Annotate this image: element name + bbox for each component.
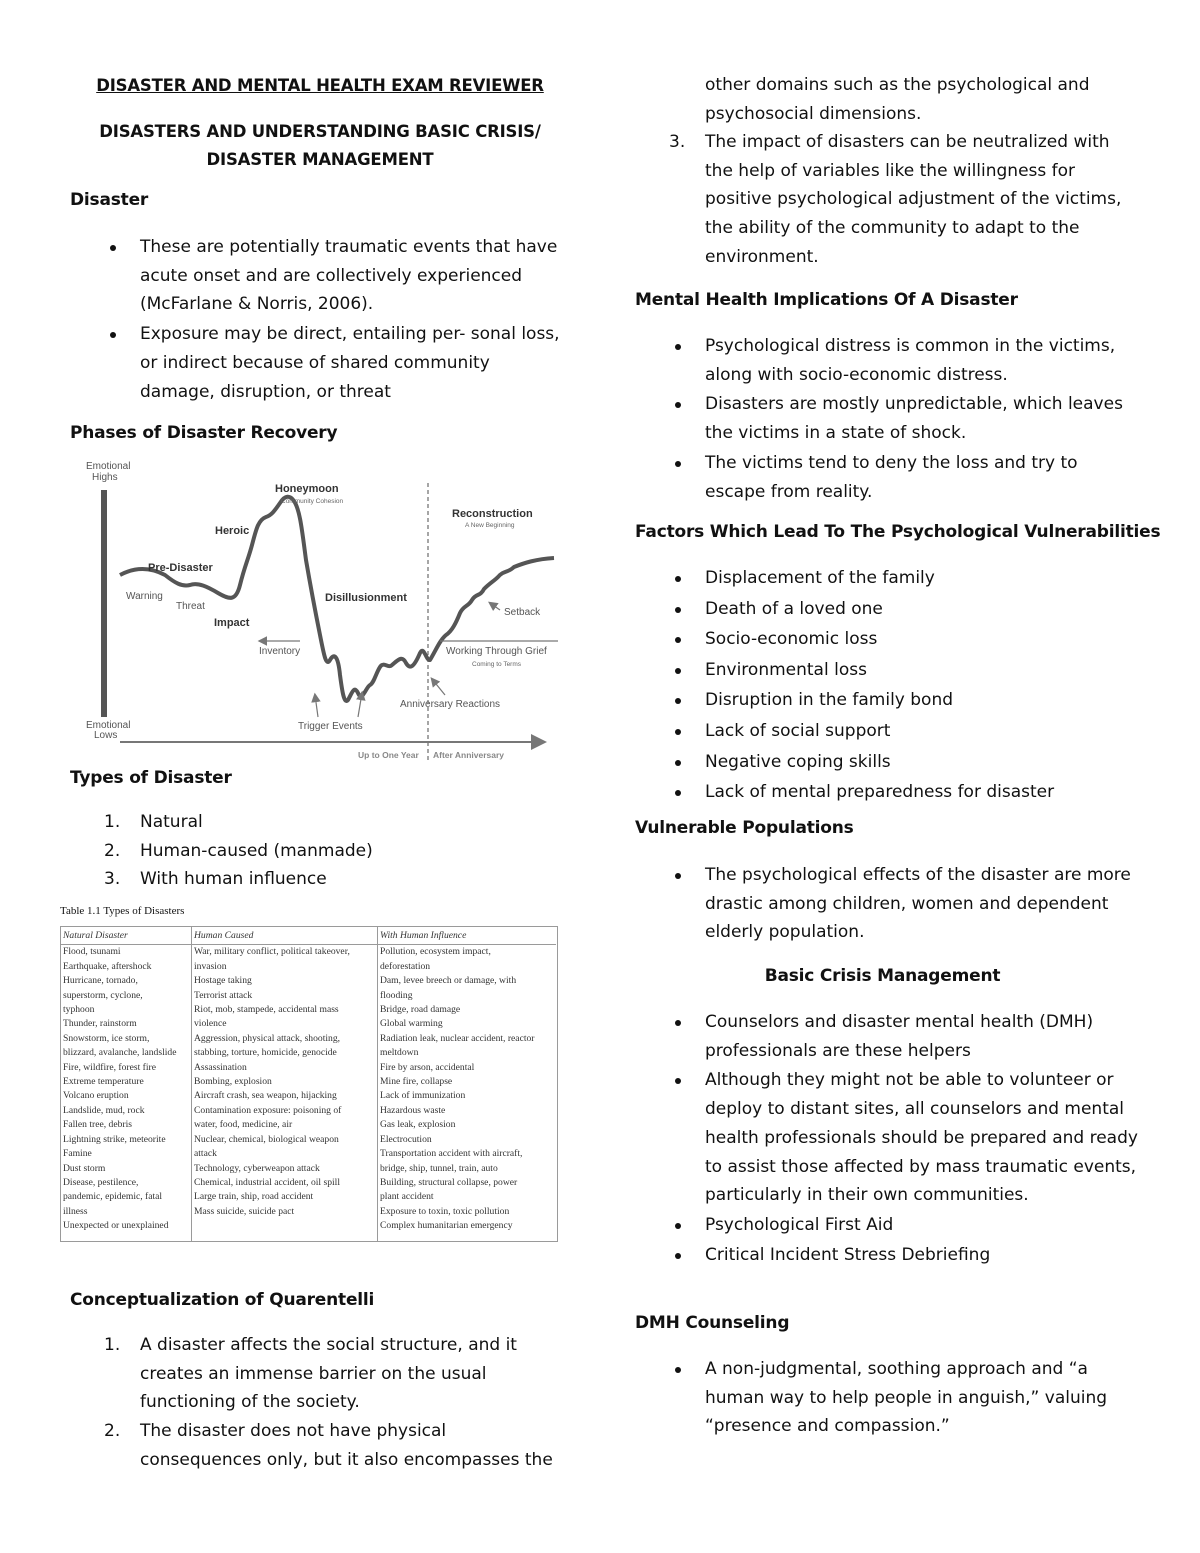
table-cell: deforestation [380, 960, 431, 972]
label-working-through-grief: Working Through Grief [446, 646, 547, 657]
label-community-cohesion: Community Cohesion [281, 498, 344, 505]
table-cell: Landslide, mud, rock [63, 1104, 145, 1116]
table-cell: Lack of immunization [380, 1090, 466, 1102]
table-column-natural [61, 927, 192, 1241]
table-header: With Human Influence [378, 927, 556, 945]
table-cell: Flood, tsunami [63, 946, 121, 958]
phases-of-recovery-figure [80, 455, 570, 767]
quarentelli-continued: other domains such as the psychological and psychosocial dimensions. [705, 75, 1090, 124]
table-cell: Snowstorm, ice storm, [63, 1032, 150, 1044]
table-cell: Exposure to toxin, toxic pollution [380, 1205, 510, 1217]
quarentelli-list [70, 1331, 570, 1475]
table-cell: Fallen tree, debris [63, 1119, 132, 1131]
list-item: A non-judgmental, soothing approach and “a human way to help people in anguish,” valuing “presence and compassion.” [635, 1355, 1140, 1441]
table-cell: Assassination [194, 1061, 247, 1073]
list-item: 3. The impact of disasters can be neutralized with the help of variables like the willingness for positive psychological adjustment of the victims, the ability of the community to adapt to the environment. [635, 128, 1140, 272]
y-bottom-label-2: Lows [94, 730, 118, 741]
list-item: The victims tend to deny the loss and try to escape from reality. [635, 449, 1140, 506]
table-cell: attack [194, 1148, 217, 1160]
heading-crisis-management: Basic Crisis Management [764, 966, 1001, 986]
mental-health-bullets [635, 332, 1140, 507]
table-cell: Lightning strike, meteorite [63, 1133, 166, 1145]
label-anniversary-reactions: Anniversary Reactions [400, 699, 501, 710]
list-item: Counselors and disaster mental health (DMH) professionals are these helpers [635, 1008, 1140, 1065]
list-item: Psychological First Aid [635, 1211, 1140, 1240]
types-of-disasters-table [60, 926, 558, 1242]
table-cell: Terrorist attack [194, 989, 253, 1001]
heading-disaster: Disaster [70, 190, 149, 210]
label-impact: Impact [214, 617, 250, 629]
vulnerable-bullets [635, 861, 1140, 948]
table-cell: Hurricane, tornado, [63, 975, 138, 987]
list-item: These are potentially traumatic events that have acute onset and are collectively experienced (McFarlane & Norris, 2006). [70, 233, 570, 319]
types-list [70, 808, 570, 894]
table-cell: pandemic, epidemic, fatal [63, 1191, 163, 1203]
table-cell: Chemical, industrial accident, oil spill [194, 1176, 341, 1188]
bullet-icon [675, 1020, 681, 1026]
list-item: 2. Human-caused (manmade) [70, 837, 570, 866]
list-item: 2. The disaster does not have physical consequences only, but it also encompasses the [70, 1417, 570, 1474]
table-cell: Hazardous waste [380, 1104, 446, 1116]
table-cell: meltdown [380, 1047, 419, 1059]
table-cell: Bombing, explosion [194, 1076, 272, 1088]
table-cell: Pollution, ecosystem impact, [380, 946, 491, 958]
table-cell: Aircraft crash, sea weapon, hijacking [194, 1090, 337, 1102]
quarentelli-list-continued [635, 128, 1140, 272]
table-cell: Building, structural collapse, power [380, 1176, 518, 1188]
bullet-icon [675, 402, 681, 408]
setback-arrow [490, 603, 500, 610]
label-trigger-events: Trigger Events [298, 721, 363, 732]
label-disillusionment: Disillusionment [325, 592, 407, 604]
list-item: Negative coping skills [635, 748, 1140, 778]
table-cell: Electrocution [380, 1133, 432, 1145]
list-number: 1. [104, 1335, 121, 1355]
list-item: Environmental loss [635, 656, 1140, 686]
bullet-icon [675, 790, 681, 796]
list-item: Critical Incident Stress Debriefing [635, 1241, 1140, 1270]
bullet-icon [675, 607, 681, 613]
table-caption: Table 1.1 Types of Disasters [60, 905, 185, 917]
table-cells [61, 945, 191, 1233]
x-label-up-to-one-year: Up to One Year [358, 750, 419, 760]
table-cell: Dust storm [63, 1162, 106, 1174]
bullet-icon [675, 1367, 681, 1373]
label-inventory: Inventory [259, 646, 301, 657]
table-cell: water, food, medicine, air [194, 1119, 293, 1131]
table-cell: Famine [63, 1148, 92, 1160]
list-number: 1. [104, 812, 121, 832]
table-cell: Nuclear, chemical, biological weapon [194, 1133, 339, 1145]
heading-quarentelli: Conceptualization of Quarentelli [70, 1290, 375, 1310]
document-subtitle [70, 118, 570, 174]
list-item: Exposure may be direct, entailing per- sonal loss, or indirect because of shared community damage, disruption, or threat [70, 320, 570, 406]
heading-types: Types of Disaster [70, 768, 232, 788]
table-header: Human Caused [192, 927, 377, 945]
table-cell: Volcano eruption [63, 1090, 129, 1102]
list-item: Although they might not be able to volunteer or deploy to distant sites, all counselors and mental health professionals should be prepared and ready to assist those affected by mass traumatic events, particularly in their own communities. [635, 1066, 1140, 1210]
document-title: DISASTER AND MENTAL HEALTH EXAM REVIEWER [96, 76, 544, 95]
table-cell: illness [63, 1205, 88, 1217]
table-cell: Earthquake, aftershock [63, 960, 152, 972]
list-item: 1. A disaster affects the social structure, and it creates an immense barrier on the usual functioning of the society. [70, 1331, 570, 1417]
label-heroic: Heroic [215, 525, 250, 537]
crisis-bullets [635, 1008, 1140, 1270]
table-cell: violence [194, 1018, 227, 1030]
label-coming-to-terms: Coming to Terms [472, 661, 522, 668]
table-header: Natural Disaster [61, 927, 191, 945]
label-reconstruction: Reconstruction [452, 508, 533, 520]
label-setback: Setback [504, 607, 541, 618]
bullet-icon [675, 576, 681, 582]
table-cell: stabbing, torture, homicide, genocide [194, 1047, 337, 1059]
table-cell: blizzard, avalanche, landslide [63, 1047, 177, 1059]
list-number: 2. [104, 840, 121, 861]
table-cell: Dam, levee breech or damage, with [380, 975, 517, 987]
label-threat: Threat [176, 601, 205, 612]
disaster-bullet-list [70, 233, 570, 407]
table-cell: plant accident [380, 1191, 434, 1203]
table-cell: Large train, ship, road accident [194, 1191, 314, 1203]
y-axis-bar [101, 490, 107, 717]
list-number: 2. [104, 1421, 121, 1442]
table-cell: Mine fire, collapse [380, 1076, 453, 1088]
list-item: Death of a loved one [635, 595, 1140, 625]
label-new-beginning: A New Beginning [465, 522, 515, 529]
heading-factors: Factors Which Lead To The Psychological Vulnerabilities [635, 522, 1161, 542]
list-item: Displacement of the family [635, 564, 1140, 594]
y-bottom-label-1: Emotional [86, 720, 131, 731]
table-cell: flooding [380, 989, 413, 1001]
table-cell: Gas leak, explosion [380, 1119, 456, 1131]
table-cell: typhoon [63, 1004, 95, 1016]
table-cell: Extreme temperature [63, 1076, 144, 1088]
list-item: Socio-economic loss [635, 625, 1140, 655]
bullet-icon [675, 1253, 681, 1259]
table-cell: Thunder, rainstorm [63, 1018, 137, 1030]
bullet-icon [675, 344, 681, 350]
list-number: 3. [104, 869, 121, 890]
y-top-label-2: Highs [92, 472, 118, 483]
table-cell: Fire, wildfire, forest fire [63, 1061, 156, 1073]
label-honeymoon: Honeymoon [275, 483, 339, 495]
heading-phases: Phases of Disaster Recovery [70, 423, 338, 443]
table-cell: Aggression, physical attack, shooting, [194, 1032, 341, 1044]
dmh-bullets [635, 1355, 1140, 1442]
table-cell: Disease, pestilence, [63, 1176, 139, 1188]
bullet-icon [675, 760, 681, 766]
factors-bullets [635, 564, 1140, 809]
list-number: 3. [669, 132, 686, 152]
bullet-icon [675, 698, 681, 704]
bullet-icon [675, 873, 681, 879]
heading-vulnerable: Vulnerable Populations [635, 818, 854, 838]
list-item: Lack of mental preparedness for disaster [635, 778, 1140, 808]
table-cell: Unexpected or unexplained [63, 1220, 169, 1232]
table-cells [192, 945, 377, 1219]
bullet-icon [675, 1223, 681, 1229]
table-cell: Hostage taking [194, 975, 252, 987]
trigger-arrow-1 [315, 695, 318, 717]
y-top-label-1: Emotional [86, 461, 131, 472]
table-cell: Fire by arson, accidental [380, 1061, 475, 1073]
list-item: Disasters are mostly unpredictable, which leaves the victims in a state of shock. [635, 390, 1140, 447]
table-column-human [192, 927, 378, 1241]
bullet-icon [675, 729, 681, 735]
table-cell: War, military conflict, political takeover, [194, 946, 350, 958]
bullet-icon [110, 245, 116, 251]
table-cell: Contamination exposure: poisoning of [194, 1104, 342, 1116]
list-item: Psychological distress is common in the victims, along with socio-economic distress. [635, 332, 1140, 389]
table-cell: bridge, ship, tunnel, train, auto [380, 1162, 498, 1174]
table-cell: Bridge, road damage [380, 1004, 461, 1016]
table-cell: Technology, cyberweapon attack [194, 1162, 320, 1174]
table-cell: Transportation accident with aircraft, [380, 1148, 523, 1160]
bullet-icon [675, 637, 681, 643]
list-item: 3. With human influence [70, 865, 570, 894]
label-pre-disaster: Pre-Disaster [148, 562, 213, 574]
heading-mental-health: Mental Health Implications Of A Disaster [635, 290, 1018, 310]
heading-dmh-counseling: DMH Counseling [635, 1313, 790, 1333]
table-cell: superstorm, cyclone, [63, 989, 143, 1001]
table-cell: Radiation leak, nuclear accident, reactor [380, 1032, 535, 1044]
label-warning: Warning [126, 591, 163, 602]
subtitle-text: DISASTERS AND UNDERSTANDING BASIC CRISIS/ DISASTER MANAGEMENT [99, 122, 541, 169]
anniversary-arrow [432, 679, 445, 695]
list-item: Disruption in the family bond [635, 686, 1140, 716]
table-cell: invasion [194, 960, 227, 972]
list-item: 1. Natural [70, 808, 570, 837]
list-item: Lack of social support [635, 717, 1140, 747]
bullet-icon [675, 461, 681, 467]
table-cell: Riot, mob, stampede, accidental mass [194, 1004, 339, 1016]
bullet-icon [675, 1078, 681, 1084]
x-label-after-anniversary: After Anniversary [433, 750, 505, 760]
table-cell: Global warming [380, 1018, 443, 1030]
table-cell: Complex humanitarian emergency [380, 1220, 513, 1232]
table-cell: Mass suicide, suicide pact [194, 1205, 295, 1217]
table-column-influence [378, 927, 556, 1241]
bullet-icon [110, 332, 116, 338]
bullet-icon [675, 668, 681, 674]
table-cells [378, 945, 556, 1233]
list-item: The psychological effects of the disaster are more drastic among children, women and dependent elderly population. [635, 861, 1140, 947]
